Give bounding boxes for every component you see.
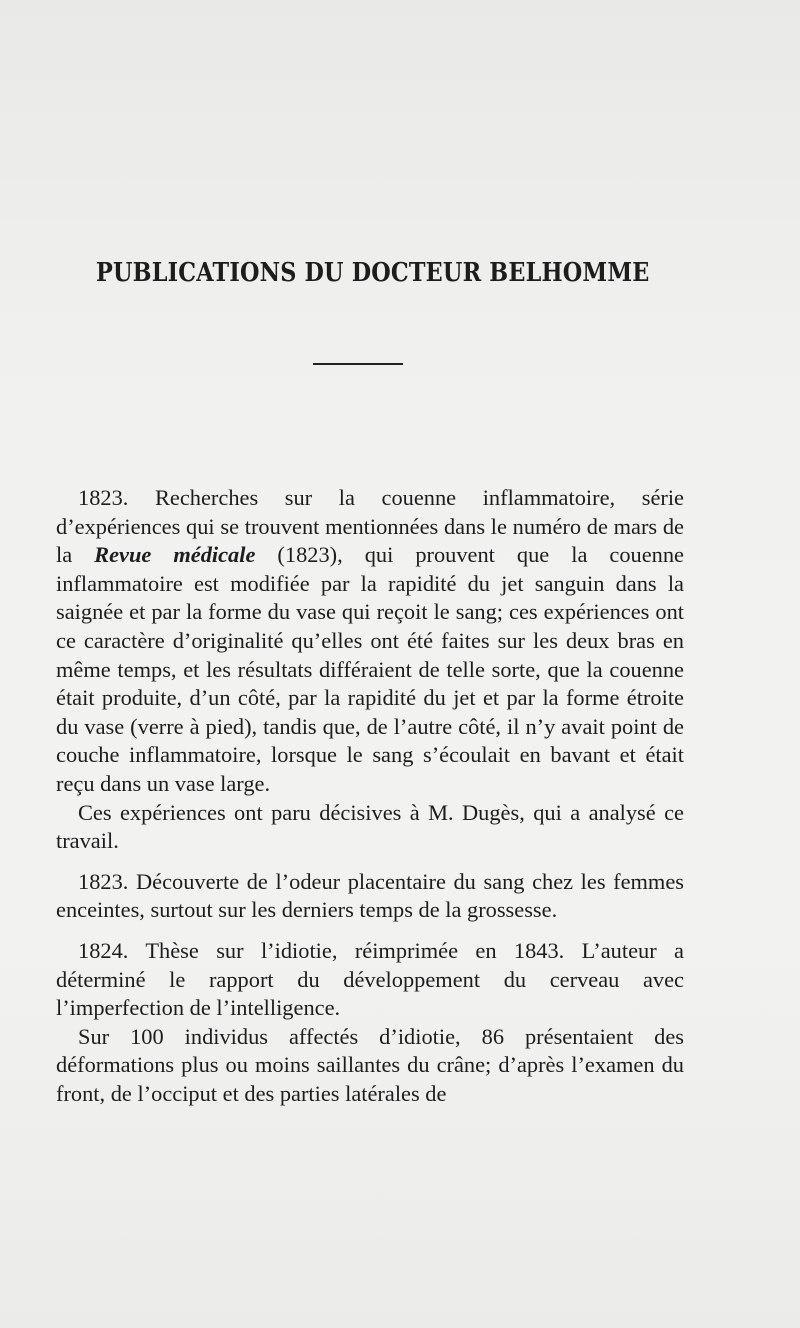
entry-paragraph [56,937,684,1023]
entry-paragraph: Ces expériences ont paru décisives à M. Dugès, qui a analysé ce travail. [56,799,684,854]
entry-paragraph [56,484,684,799]
entry-year: 1824. [78,937,129,963]
entry-paragraph [56,868,684,925]
entry-text: Recherches sur la couenne inflammatoire, série d’expériences qui se trouvent mentionnées dans le numéro de mars de la [56,485,684,568]
publications-list [56,484,684,1108]
journal-title: Revue médicale [94,542,256,568]
publication-entry-1823-odeur [56,868,684,925]
title-rule [313,363,403,365]
page-title: PUBLICATIONS DU DOCTEUR BELHOMME [96,258,650,288]
entry-paragraph: Sur 100 individus affectés d’idiotie, 86 présentaient des déformations plus ou moins saillantes du crâne; d’après l’examen du front, de l’occiput et des parties latérales de [56,1023,684,1106]
entry-year: 1823. [78,485,129,510]
publication-entry-1824-idiotie [56,937,684,1109]
entry-text-cont: (1823), qui prouvent que la couenne inflammatoire est modifiée par la rapidité du jet sanguin dans la saignée et par la forme du vase qui reçoit le sang; ces expériences ont ce caractère d’originalité qu’elles ont été faites sur les deux bras en même temps, et les résultats différaient de telle sorte, que la couenne était produite, d’un côté, par la rapidité du jet et par la forme étroite du vase (verre à pied), tandis que, de l’autre côté, il n’y avait point de couche inflammatoire, lorsque le sang s’écoulait en bavant et était reçu dans un vase large. [56,542,684,796]
entry-year: 1823. [78,868,129,894]
entry-text: Découverte de l’odeur placentaire du sang chez les femmes enceintes, surtout sur les derniers temps de la grossesse. [56,868,684,923]
entry-text: Thèse sur l’idiotie, réimprimée en 1843. L’auteur a déterminé le rapport du développement du cerveau avec l’imperfection de l’intelligence. [56,937,684,1021]
publication-entry-1823-couenne [56,484,684,856]
